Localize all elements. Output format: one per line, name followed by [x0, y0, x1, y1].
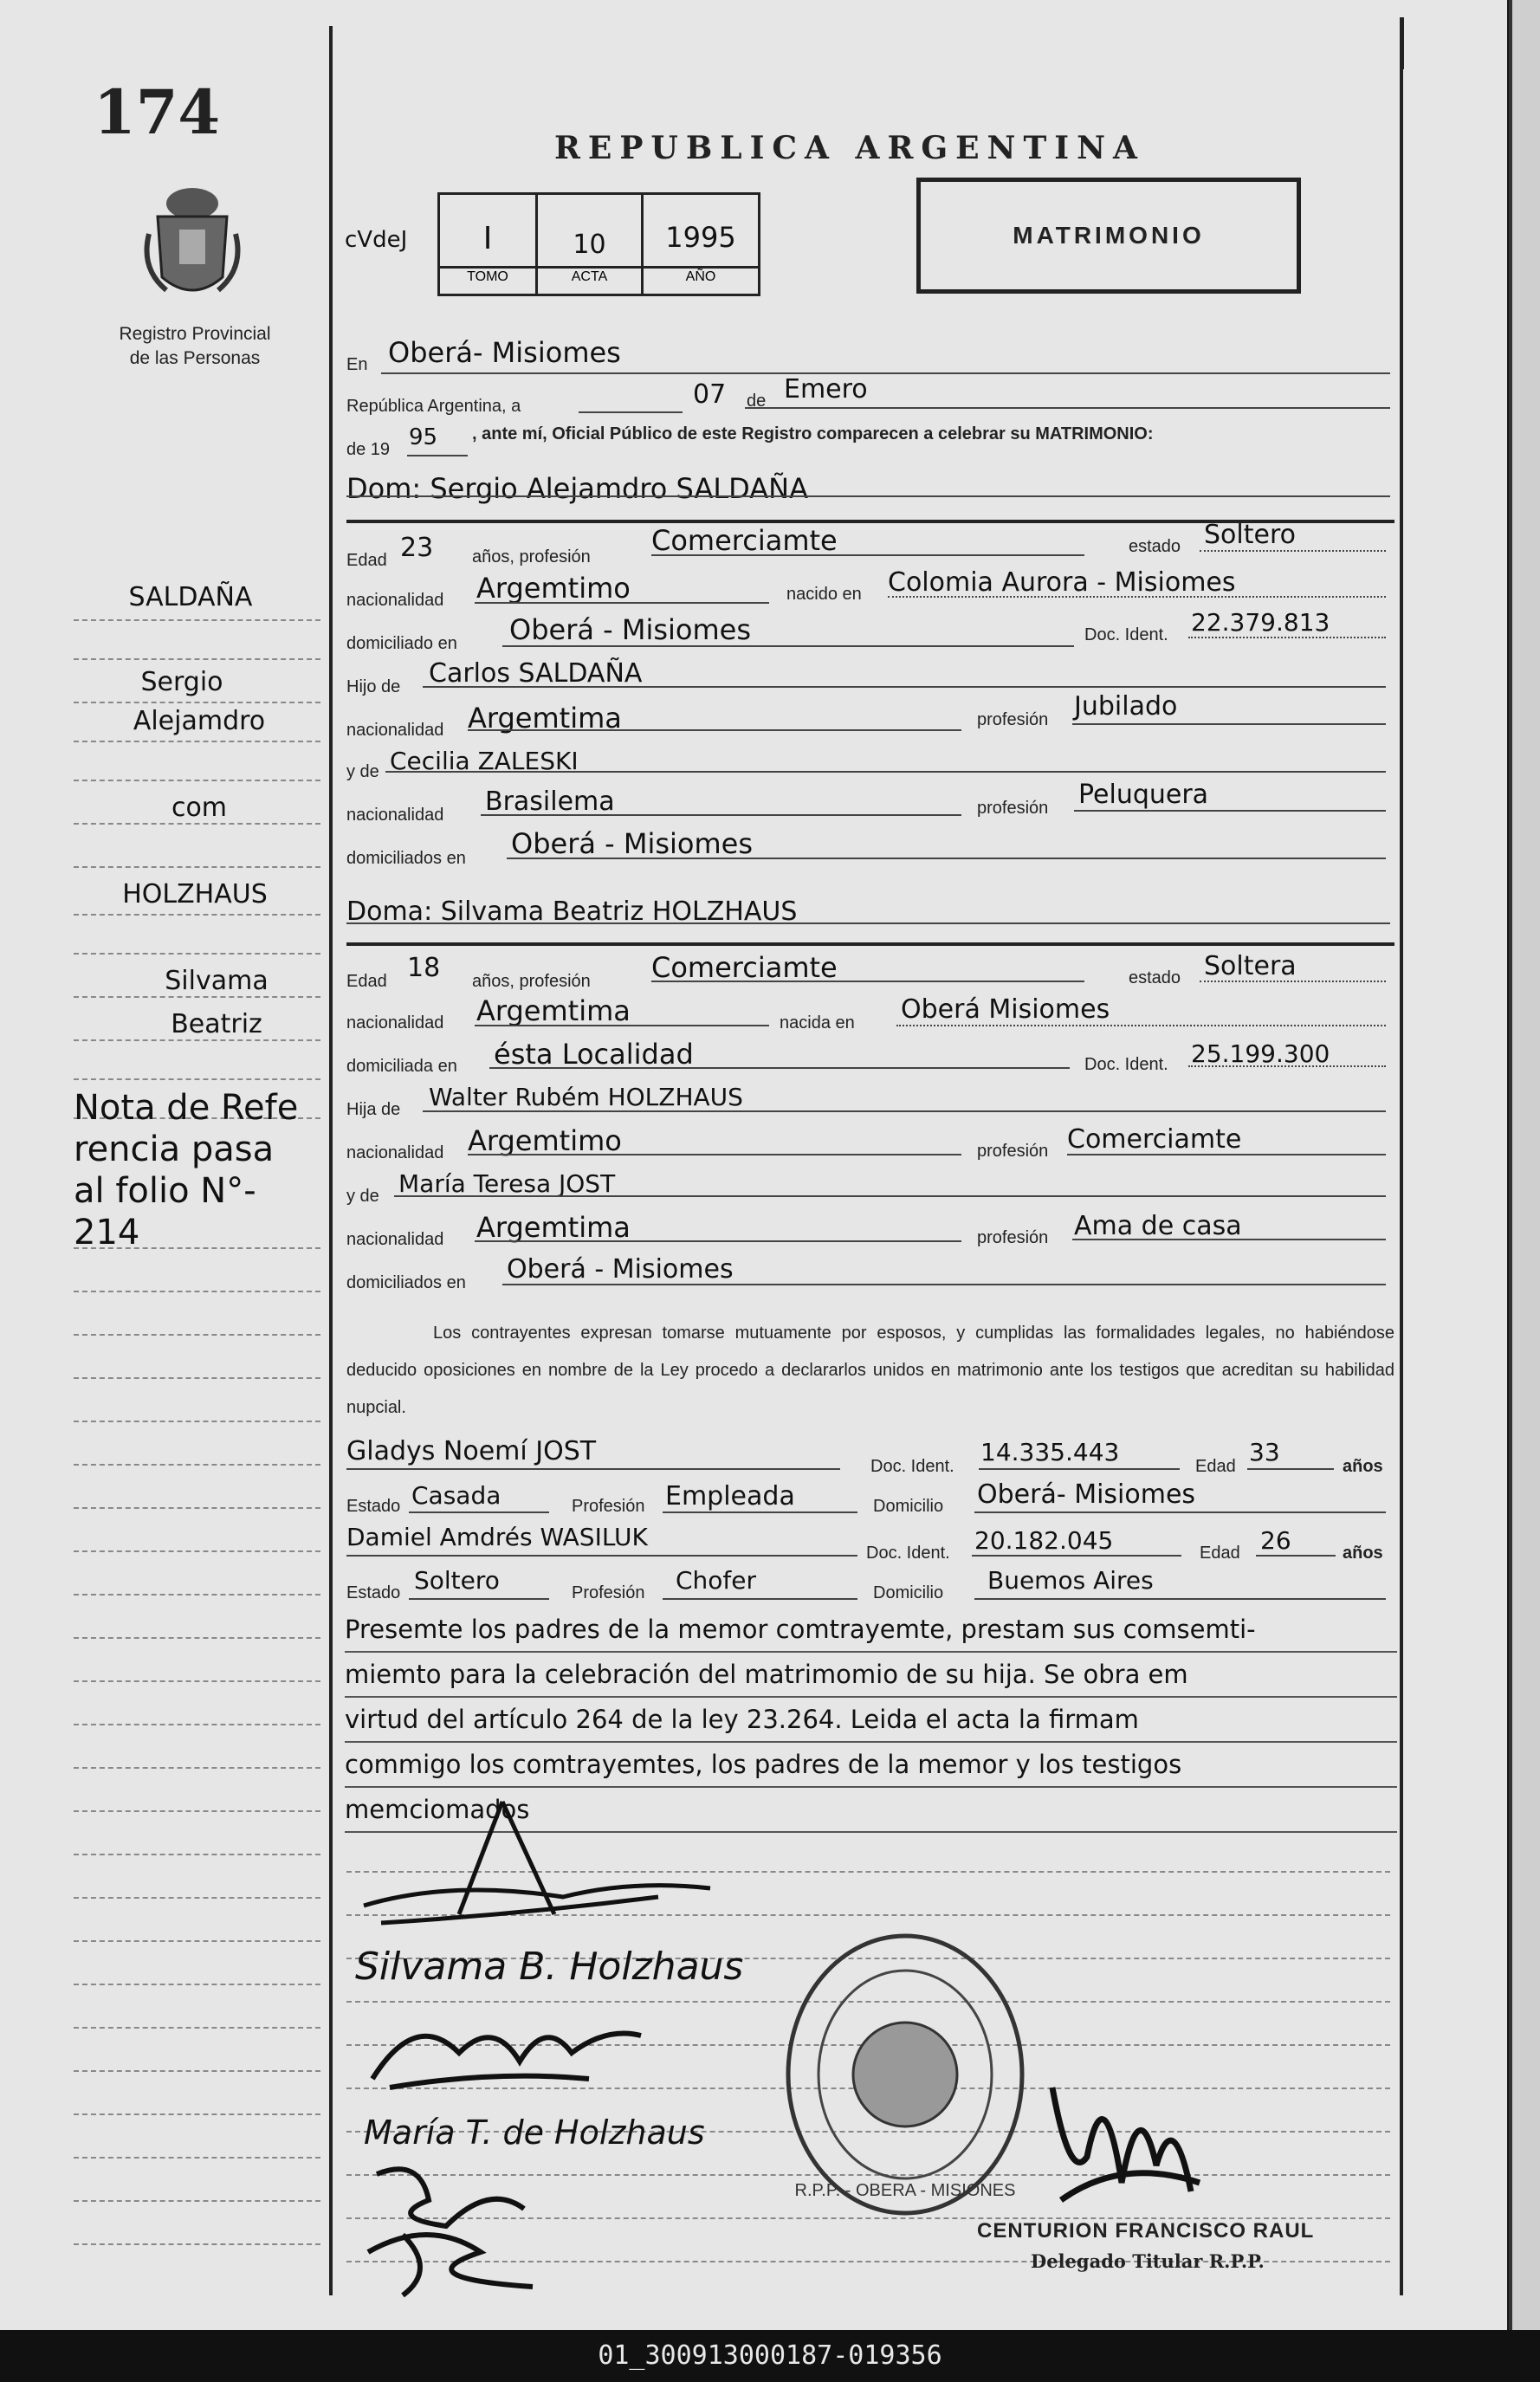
bride-yde-label: y de [346, 1187, 379, 1206]
witness2-dom-label: Domicilio [873, 1583, 944, 1602]
groom-padre-prof-label: profesión [977, 710, 1049, 729]
groom-domicilio: Oberá - Misiomes [509, 613, 752, 646]
registro-line-2: de las Personas [129, 348, 261, 368]
groom-padres-dom: Oberá - Misiomes [511, 827, 754, 860]
bride-padres-dom-label: domiciliados en [346, 1273, 466, 1292]
groom-yde-label: y de [346, 762, 379, 781]
margin-name-groom-2: Alejamdro [133, 706, 266, 736]
witness1-edad-label: Edad [1195, 1457, 1236, 1476]
bride-signature: Silvama B. Holzhaus [355, 1945, 744, 1989]
bride-name: Doma: Silvama Beatriz HOLZHAUS [346, 896, 798, 927]
page-title: REPUBLICA ARGENTINA [554, 130, 1145, 166]
bride-hija-label: Hija de [346, 1100, 401, 1119]
groom-edad: 23 [400, 533, 434, 563]
groom-padre-nac: Argemtima [468, 702, 622, 735]
stamp-text: R.P.P. - OBERA - MISIONES [794, 2181, 1016, 2200]
ano-value: 1995 [665, 221, 736, 254]
tomo-value: I [482, 221, 493, 256]
bride-domicilio: ésta Localidad [494, 1038, 694, 1071]
bride-padre-prof: Comerciamte [1067, 1124, 1242, 1155]
official-stamp-icon [780, 1932, 1031, 2217]
dia-value: 07 [693, 379, 727, 410]
witness2-edad-label: Edad [1200, 1544, 1240, 1563]
witness1-prof-label: Profesión [572, 1497, 645, 1516]
mother-signature: María T. de Holzhaus [364, 2113, 705, 2152]
lugar-value: Oberá- Misiomes [388, 336, 621, 369]
provincial-seal-icon [140, 182, 244, 303]
republica-label: República Argentina, a [346, 397, 521, 416]
witness-signatures-icon [351, 2148, 593, 2304]
witness2-estado-label: Estado [346, 1583, 401, 1602]
bride-nacionalidad: Argemtima [476, 994, 631, 1027]
formula-paragraph: Los contrayentes expresan tomarse mutuamente por esposos, y cumplidas las formalidades legales, no habiéndose deducido oposiciones en nombre de la Ley procedo a declararlos unidos en matrimonio ante los testigos que acreditan su habilidad nupcial. [346, 1324, 1394, 1417]
bride-madre-prof: Ama de casa [1074, 1211, 1242, 1241]
note-line: commigo los comtrayemtes, los padres de la memor y los testigos [345, 1743, 1397, 1788]
acta-box [437, 192, 760, 296]
witness1-profesion: Empleada [665, 1481, 795, 1511]
bride-madre-nac: Argemtima [476, 1211, 631, 1244]
bride-edad-label: Edad [346, 972, 387, 991]
note-line: miemto para la celebración del matrimomio de su hija. Se obra em [345, 1653, 1397, 1698]
bride-padre-prof-label: profesión [977, 1142, 1049, 1161]
bride-profesion: Comerciamte [651, 951, 838, 984]
margin-surname-bride: HOLZHAUS [122, 879, 268, 909]
en-label: En [346, 355, 368, 374]
officer-signature-icon [1035, 2053, 1208, 2226]
witness1-anos-label: años [1343, 1457, 1383, 1476]
bride-estado-label: estado [1129, 968, 1181, 987]
bride-madre-nac-label: nacionalidad [346, 1230, 444, 1249]
top-mark [1400, 17, 1404, 69]
margin-name-bride-2: Beatriz [171, 1009, 262, 1039]
bride-anos-label: años, profesión [472, 972, 591, 991]
groom-madre-nac: Brasilema [485, 786, 615, 817]
doc-type-box: MATRIMONIO [916, 178, 1301, 294]
de19-label: de 19 [346, 440, 391, 459]
groom-doc-label: Doc. Ident. [1084, 625, 1168, 644]
witness1-doc: 14.335.443 [980, 1438, 1120, 1466]
witness1-estado: Casada [411, 1481, 501, 1510]
bride-padre-nac: Argemtimo [468, 1124, 622, 1157]
witness1-name: Gladys Noemí JOST [346, 1436, 597, 1466]
father-signature-icon [364, 2001, 650, 2096]
witness1-domicilio: Oberá- Misiomes [977, 1479, 1196, 1510]
margin-name-groom-1: Sergio [140, 667, 223, 697]
bride-divider [346, 942, 1394, 946]
groom-hijo-label: Hijo de [346, 677, 401, 696]
groom-padres-dom-label: domiciliados en [346, 849, 466, 868]
groom-madre: Cecilia ZALESKI [390, 747, 579, 775]
groom-padre-nac-label: nacionalidad [346, 721, 444, 740]
groom-edad-label: Edad [346, 551, 387, 570]
right-border [1400, 26, 1403, 2295]
note-line: Presemte los padres de la memor comtrayemte, prestam sus comsemti- [345, 1608, 1397, 1653]
bride-madre-prof-label: profesión [977, 1228, 1049, 1247]
registro-line-1: Registro Provincial [119, 324, 271, 344]
witness2-prof-label: Profesión [572, 1583, 645, 1602]
bride-padre: Walter Rubém HOLZHAUS [429, 1083, 743, 1111]
officer-title: Delegado Titular R.P.P. [1031, 2250, 1265, 2272]
acta-value: 10 [573, 230, 606, 260]
bride-padres-dom: Oberá - Misiomes [507, 1254, 734, 1285]
margin-conjunction: com [171, 793, 228, 823]
de-label: de [747, 392, 767, 411]
bride-nacida-label: nacida en [780, 1013, 855, 1032]
groom-signature-icon [346, 1793, 736, 1940]
officer-name: CENTURION FRANCISCO RAUL [977, 2219, 1315, 2243]
ano-label: AÑO [685, 269, 716, 284]
bride-padre-nac-label: nacionalidad [346, 1143, 444, 1162]
groom-padre-prof: Jubilado [1074, 691, 1178, 722]
witness2-estado: Soltero [414, 1566, 500, 1595]
ref-line-1: Nota de Refe [74, 1088, 299, 1128]
bride-nac-label: nacionalidad [346, 1013, 444, 1032]
witness2-profesion: Chofer [676, 1566, 757, 1595]
next-page-edge [1509, 0, 1540, 2330]
witness1-edad: 33 [1249, 1438, 1280, 1466]
groom-madre-nac-label: nacionalidad [346, 806, 444, 825]
groom-nac-label: nacionalidad [346, 591, 444, 610]
folio-number: 174 [94, 76, 221, 148]
anio-value: 95 [409, 424, 438, 450]
bride-nacida-en: Oberá Misiomes [901, 994, 1110, 1025]
bride-estado: Soltera [1204, 951, 1297, 981]
groom-estado: Soltero [1204, 520, 1296, 550]
groom-anos-label: años, profesión [472, 547, 591, 566]
bride-madre: María Teresa JOST [398, 1169, 616, 1198]
witness2-name: Damiel Amdrés WASILUK [346, 1523, 648, 1551]
acta-label: ACTA [571, 269, 608, 284]
witness1-dom-label: Domicilio [873, 1497, 944, 1516]
groom-estado-label: estado [1129, 537, 1181, 556]
witness2-doc: 20.182.045 [974, 1526, 1114, 1555]
witness2-anos-label: años [1343, 1544, 1383, 1563]
groom-nacido-label: nacido en [786, 585, 862, 604]
groom-doc: 22.379.813 [1191, 608, 1330, 637]
mes-value: Emero [784, 374, 868, 405]
image-footer-id: 01_300913000187-019356 [0, 2330, 1540, 2382]
witness2-domicilio: Buemos Aires [987, 1566, 1154, 1595]
note-line: memciomados [345, 1788, 1397, 1833]
note-line: virtud del artículo 264 de la ley 23.264. Leida el acta la firmam [345, 1698, 1397, 1743]
ref-prefix: cVdeJ [345, 227, 408, 253]
margin-reference-note [74, 1087, 333, 1253]
ref-line-3: al folio N°- [74, 1171, 256, 1211]
bride-edad: 18 [407, 953, 441, 983]
margin-name-bride-1: Silvama [165, 966, 269, 996]
bride-dom-label: domiciliada en [346, 1057, 457, 1076]
ref-line-2: rencia pasa [74, 1130, 275, 1169]
oficial-text: , ante mí, Oficial Público de este Registro comparecen a celebrar su MATRIMONIO: [472, 424, 1154, 443]
witness2-edad: 26 [1260, 1526, 1291, 1555]
witness1-estado-label: Estado [346, 1497, 401, 1516]
registro-label [87, 322, 303, 371]
groom-madre-prof-label: profesión [977, 799, 1049, 818]
ref-line-4: 214 [74, 1213, 140, 1252]
groom-madre-prof: Peluquera [1078, 780, 1209, 810]
groom-padre: Carlos SALDAÑA [429, 658, 643, 689]
groom-nacido-en: Colomia Aurora - Misiomes [888, 567, 1236, 598]
groom-nacionalidad: Argemtimo [476, 572, 631, 605]
witness1-doc-label: Doc. Ident. [870, 1457, 954, 1476]
groom-name: Dom: Sergio Alejamdro SALDAÑA [346, 472, 808, 505]
margin-surname-groom: SALDAÑA [128, 582, 253, 612]
bride-doc: 25.199.300 [1191, 1039, 1330, 1068]
groom-profesion: Comerciamte [651, 524, 838, 557]
tomo-label: TOMO [467, 269, 508, 284]
witness2-doc-label: Doc. Ident. [866, 1544, 950, 1563]
bride-doc-label: Doc. Ident. [1084, 1055, 1168, 1074]
groom-dom-label: domiciliado en [346, 634, 457, 653]
